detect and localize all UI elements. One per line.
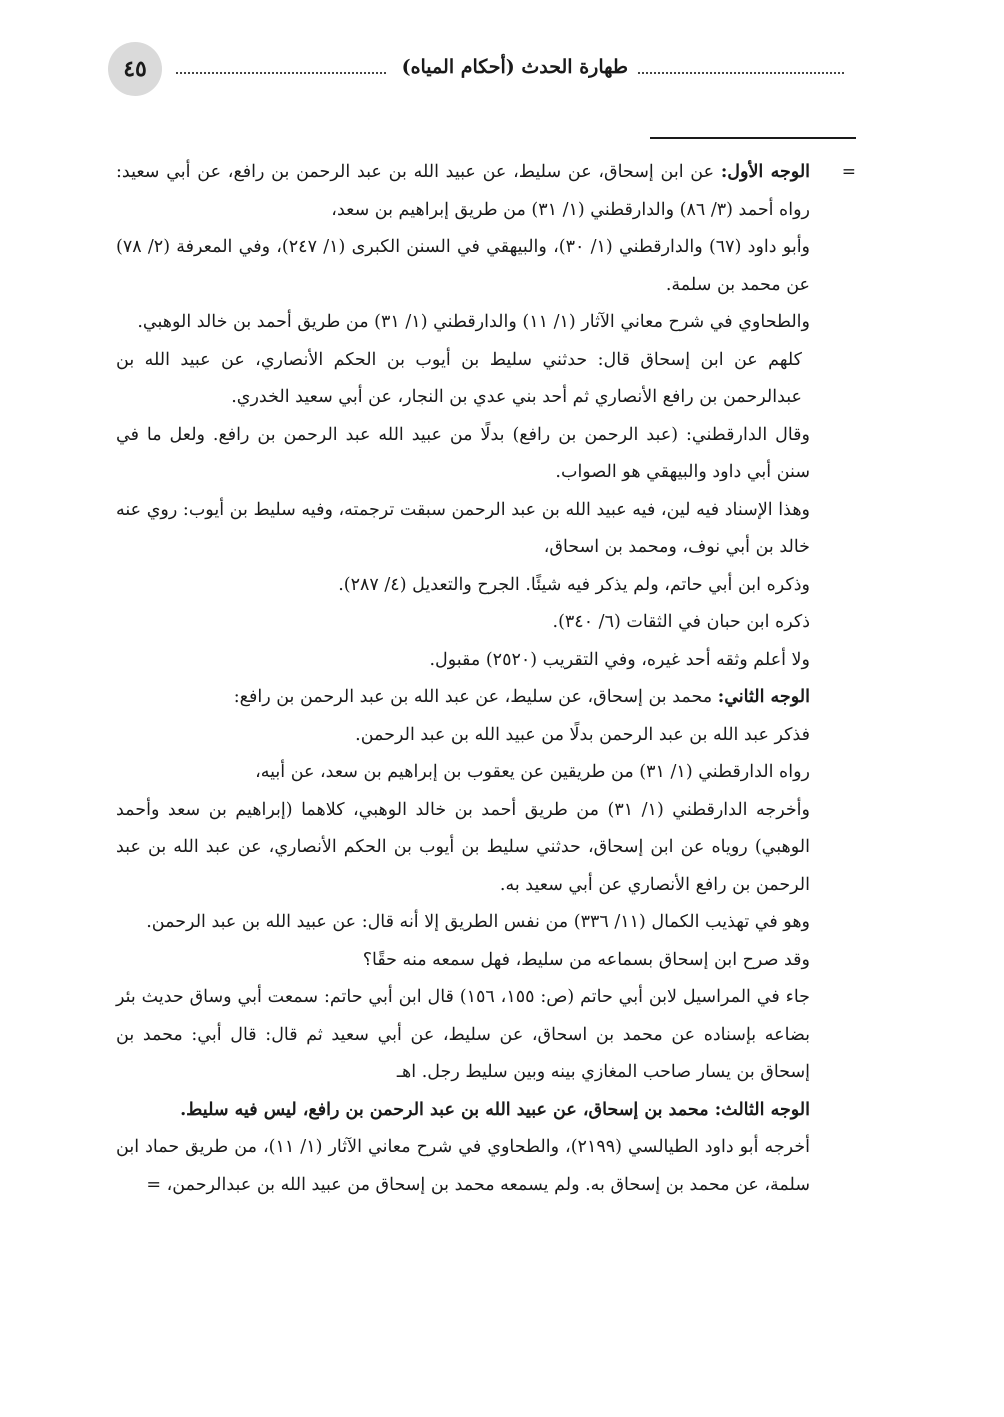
footnote-paragraph (116, 417, 810, 492)
footnote-paragraph (116, 679, 810, 717)
footnote-paragraph (116, 942, 810, 980)
footnote-paragraph (116, 229, 810, 304)
paragraph-text: والطحاوي في شرح معاني الآثار (١/ ١١) والدارقطني (١/ ٣١) من طريق أحمد بن خالد الوهبي. (137, 312, 810, 332)
footnote-paragraph (116, 604, 810, 642)
footnote-paragraph (116, 792, 810, 905)
paragraph-text: جاء في المراسيل لابن أبي حاتم (ص: ١٥٥، ١٥٦) قال ابن أبي حاتم: سمعت أبي وساق حديث بئر بضاعه بإسناده عن محمد بن اسحاق، عن سليط، عن أبي سعيد ثم قال: قال أبي: محمد بن إسحاق بن يسار صاحب المغازي بينه وبين سليط رجل. اهـ (116, 987, 810, 1082)
page-number: ٤٥ (108, 42, 162, 96)
footnote-paragraph (116, 642, 810, 680)
paragraph-text: وذكره ابن أبي حاتم، ولم يذكر فيه شيئًا. الجرح والتعديل (٤/ ٢٨٧). (338, 574, 810, 595)
paragraph-text: وأبو داود (٦٧) والدارقطني (١/ ٣٠)، والبيهقي في السنن الكبرى (١/ ٢٤٧)، وفي المعرفة (٢/ ٧٨) عن محمد بن سلمة. (116, 237, 811, 295)
footnote-paragraph (116, 904, 810, 942)
footnote-paragraph (116, 717, 810, 755)
paragraph-text: فذكر عبد الله بن عبد الرحمن بدلًا من عبيد الله بن عبد الرحمن. (355, 724, 810, 745)
paragraph-text: وقال الدارقطني: (عبد الرحمن بن رافع) بدلًا من عبيد الله عبد الرحمن بن رافع. ولعل ما في سنن أبي داود والبيهقي هو الصواب. (116, 424, 810, 482)
paragraph-text: أخرجه أبو داود الطيالسي (٢١٩٩)، والطحاوي في شرح معاني الآثار (١/ ١١)، من طريق حماد ابن سلمة، عن محمد بن إسحاق به. ولم يسمعه محمد بن إسحاق من عبيد الله بن عبدالرحمن، = (116, 1137, 811, 1195)
continuation-mark: = (841, 162, 856, 182)
paragraph-text: محمد بن إسحاق، عن سليط، عن عبد الله بن عبد الرحمن بن رافع: (233, 687, 718, 707)
footnote-paragraph (116, 342, 810, 417)
paragraph-lead: الوجه الثالث: محمد بن إسحاق، عن عبيد الله بن عبد الرحمن بن رافع، ليس فيه سليط. (180, 1099, 810, 1120)
paragraph-text: وأخرجه الدارقطني (١/ ٣١) من طريق أحمد بن خالد الوهبي، كلاهما (إبراهيم بن سعد وأحمد الوهبي) روياه عن ابن إسحاق، حدثني سليط بن أيوب بن الحكم الأنصاري، عن عبد الله بن عبد الرحمن بن رافع الأنصاري عن أبي سعيد به. (116, 799, 810, 895)
paragraph-text: ذكره ابن حبان في الثقات (٦/ ٣٤٠). (552, 612, 810, 632)
footnote-body (116, 154, 810, 1204)
footnote-paragraph (116, 154, 810, 229)
footnote-paragraph (116, 1092, 810, 1130)
paragraph-lead: الوجه الأول: (720, 162, 811, 182)
paragraph-text: عن ابن إسحاق، عن سليط، عن عبيد الله بن عبد الرحمن بن رافع، عن أبي سعيد: رواه أحمد (٣/ ٨٦) والدارقطني (١/ ٣١) من طريق إبراهيم بن سعد، (116, 162, 810, 220)
footnote-paragraph (116, 979, 810, 1092)
footnote-paragraph (116, 1129, 810, 1204)
paragraph-text: كلهم عن ابن إسحاق قال: حدثني سليط بن أيوب بن الحكم الأنصاري، عن عبيد الله بن عبدالرحمن بن رافع الأنصاري ثم أحد بني عدي بن النجار، عن أبي سعيد الخدري. (116, 349, 802, 407)
leader-dots-right (638, 72, 844, 74)
paragraph-lead: الوجه الثاني: (717, 687, 810, 707)
footnote-paragraph (116, 492, 810, 567)
footnote-paragraph (116, 567, 810, 605)
paragraph-text: وقد صرح ابن إسحاق بسماعه من سليط، فهل سمعه منه حقًا؟ (362, 949, 810, 970)
paragraph-text: وهو في تهذيب الكمال (١١/ ٣٣٦) من نفس الطريق إلا أنه قال: عن عبيد الله بن عبد الرحمن. (146, 912, 810, 932)
paragraph-text: رواه الدارقطني (١/ ٣١) من طريقين عن يعقوب بن إبراهيم بن سعد، عن أبيه، (255, 762, 810, 782)
running-title: طهارة الحدث (أحكام المياه) (401, 56, 628, 78)
leader-dots-left (176, 72, 386, 74)
footnote-separator (650, 137, 856, 139)
paragraph-text: ولا أعلم وثقه أحد غيره، وفي التقريب (٢٥٢٠) مقبول. (429, 649, 810, 670)
footnote-paragraph (116, 754, 810, 792)
footnote-paragraph (116, 304, 810, 342)
paragraph-text: وهذا الإسناد فيه لين، فيه عبيد الله بن عبد الرحمن سبقت ترجمته، وفيه سليط بن أيوب: روي عنه خالد بن أبي نوف، ومحمد بن اسحاق، (116, 499, 810, 557)
page-header (108, 38, 844, 98)
